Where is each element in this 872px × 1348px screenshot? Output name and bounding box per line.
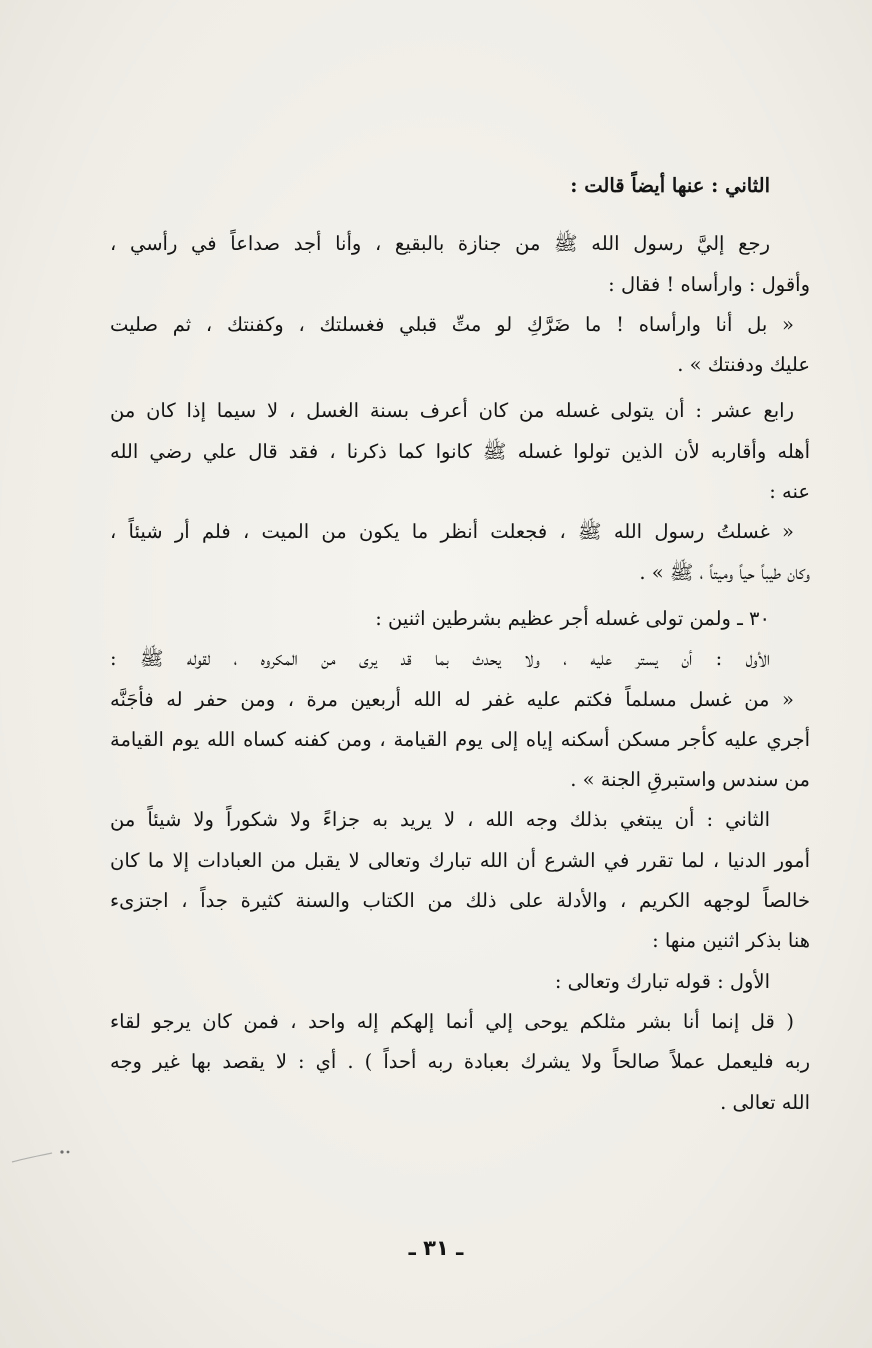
text-line: الأول : أن يستر عليه ، ولا يحدث بما قد يرى من المكروه ، لقوله ﷺ : [110,647,770,671]
text-line: « بل أنا وارأساه ! ما ضَرَّكِ لو متِّ قبلي فغسلتك ، وكفنتك ، ثم صليت [110,312,794,336]
text-line: من سندس واستبرقِ الجنة » . [570,768,810,792]
text-line: هنا بذكر اثنين منها : [652,929,810,953]
text-line: رجع إليَّ رسول الله ﷺ من جنازة بالبقيع ، وأنا أجد صداعاً في رأسي ، [110,232,770,256]
text-line: أجري عليه كأجر مسكن أسكنه إياه إلى يوم القيامة ، ومن كفنه كساه الله يوم القيامة [110,727,810,751]
text-line: وأقول : وارأساه ! فقال : [608,272,810,296]
page-body-text [110,166,810,1123]
scan-smudge-mark [8,1140,78,1170]
text-line: ربه فليعمل عملاً صالحاً ولا يشرك بعبادة ربه أحداً ) . أي : لا يقصد بها غير وجه [110,1050,810,1074]
text-line: الثاني : أن يبتغي بذلك وجه الله ، لا يريد به جزاءً ولا شكوراً ولا شيئاً من [110,808,770,832]
text-line: ٣٠ ـ ولمن تولى غسله أجر عظيم بشرطين اثنين : [375,606,770,630]
text-line: عنه : [769,480,810,504]
text-line: خالصاً لوجهه الكريم ، والأدلة على ذلك من الكتاب والسنة كثيرة جداً ، اجتزىء [110,889,810,913]
text-line: أمور الدنيا ، لما تقرر في الشرع أن الله تبارك وتعالى لا يقبل من العبادات إلا ما كان [110,848,810,872]
text-line: رابع عشر : أن يتولى غسله من كان أعرف بسنة الغسل ، لا سيما إذا كان من [110,399,794,423]
text-line: ( قل إنما أنا بشر مثلكم يوحى إلي أنما إلهكم إله واحد ، فمن كان يرجو لقاء [110,1009,794,1033]
text-line: وكان طيباً حياً وميتاً ، ﷺ » . [639,560,810,584]
text-line: « غسلتُ رسول الله ﷺ ، فجعلت أنظر ما يكون من الميت ، فلم أر شيئاً ، [110,520,794,544]
text-line: الأول : قوله تبارك وتعالى : [554,969,770,993]
page-number: ـ ٣١ ـ [408,1236,464,1260]
text-line: أهله وأقاربه لأن الذين تولوا غسله ﷺ كانوا كما ذكرنا ، فقد قال علي رضي الله [110,439,810,463]
text-line: عليك ودفنتك » . [677,353,810,377]
text-line: « من غسل مسلماً فكتم عليه غفر له الله أربعين مرة ، ومن حفر له فأجَنَّه [110,687,794,711]
text-line: الله تعالى . [720,1090,810,1114]
text-line: الثاني : عنها أيضاً قالت : [570,174,770,197]
